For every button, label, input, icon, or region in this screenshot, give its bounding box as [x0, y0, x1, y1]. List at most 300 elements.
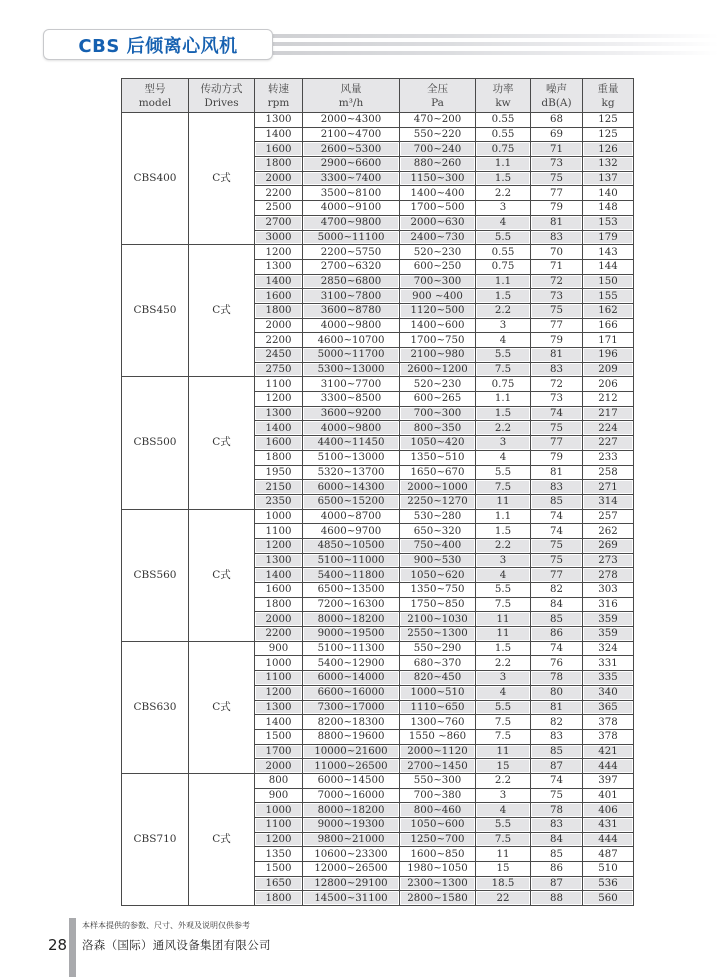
pressure-cell: 1550 ~860 — [400, 729, 476, 744]
rpm-cell: 1200 — [255, 245, 303, 260]
power-cell: 11 — [476, 744, 531, 759]
pressure-cell: 1120~500 — [400, 303, 476, 318]
power-cell: 11 — [476, 627, 531, 642]
noise-cell: 81 — [531, 348, 583, 363]
rpm-cell: 1300 — [255, 406, 303, 421]
weight-cell: 150 — [583, 274, 634, 289]
weight-cell: 209 — [583, 362, 634, 377]
power-cell: 2.2 — [476, 303, 531, 318]
pressure-cell: 1250~700 — [400, 832, 476, 847]
airflow-cell: 3300~7400 — [303, 171, 400, 186]
airflow-cell: 9000~19500 — [303, 627, 400, 642]
power-cell: 5.5 — [476, 583, 531, 598]
airflow-cell: 6500~13500 — [303, 583, 400, 598]
header-weight: 重量 kg — [583, 79, 634, 113]
rpm-cell: 1350 — [255, 847, 303, 862]
airflow-cell: 5100~13000 — [303, 450, 400, 465]
noise-cell: 75 — [531, 303, 583, 318]
noise-cell: 72 — [531, 377, 583, 392]
noise-cell: 75 — [531, 538, 583, 553]
weight-cell: 365 — [583, 700, 634, 715]
rpm-cell: 2000 — [255, 318, 303, 333]
weight-cell: 140 — [583, 186, 634, 201]
header-airflow: 风量 m³/h — [303, 79, 400, 113]
pressure-cell: 1650~670 — [400, 465, 476, 480]
decorative-stripe — [271, 34, 719, 38]
model-cell: CBS560 — [122, 509, 189, 641]
page-title-banner — [43, 29, 273, 60]
pressure-cell: 800~460 — [400, 803, 476, 818]
pressure-cell: 1050~620 — [400, 568, 476, 583]
airflow-cell: 2200~5750 — [303, 245, 400, 260]
power-cell: 3 — [476, 201, 531, 216]
rpm-cell: 1600 — [255, 436, 303, 451]
rpm-cell: 2000 — [255, 612, 303, 627]
airflow-cell: 2000~4300 — [303, 113, 400, 128]
rpm-cell: 2450 — [255, 348, 303, 363]
noise-cell: 82 — [531, 715, 583, 730]
power-cell: 5.5 — [476, 818, 531, 833]
noise-cell: 83 — [531, 230, 583, 245]
pressure-cell: 1600~850 — [400, 847, 476, 862]
airflow-cell: 2100~4700 — [303, 127, 400, 142]
power-cell: 1.1 — [476, 392, 531, 407]
rpm-cell: 1100 — [255, 377, 303, 392]
noise-cell: 76 — [531, 656, 583, 671]
airflow-cell: 10000~21600 — [303, 744, 400, 759]
airflow-cell: 3600~9200 — [303, 406, 400, 421]
pressure-cell: 600~265 — [400, 392, 476, 407]
power-cell: 7.5 — [476, 715, 531, 730]
pressure-cell: 700~380 — [400, 788, 476, 803]
weight-cell: 316 — [583, 597, 634, 612]
noise-cell: 77 — [531, 436, 583, 451]
table-row — [122, 641, 634, 656]
airflow-cell: 12000~26500 — [303, 862, 400, 877]
noise-cell: 71 — [531, 259, 583, 274]
pressure-cell: 550~300 — [400, 773, 476, 788]
rpm-cell: 900 — [255, 641, 303, 656]
airflow-cell: 5000~11100 — [303, 230, 400, 245]
pressure-cell: 650~320 — [400, 524, 476, 539]
noise-cell: 86 — [531, 627, 583, 642]
weight-cell: 271 — [583, 480, 634, 495]
weight-cell: 444 — [583, 832, 634, 847]
airflow-cell: 3600~8780 — [303, 303, 400, 318]
airflow-cell: 2850~6800 — [303, 274, 400, 289]
drive-cell: C式 — [189, 245, 255, 377]
rpm-cell: 1600 — [255, 289, 303, 304]
rpm-cell: 1700 — [255, 744, 303, 759]
airflow-cell: 5400~11800 — [303, 568, 400, 583]
header-model: 型号 model — [122, 79, 189, 113]
noise-cell: 73 — [531, 289, 583, 304]
noise-cell: 85 — [531, 612, 583, 627]
pressure-cell: 880~260 — [400, 157, 476, 172]
power-cell: 7.5 — [476, 362, 531, 377]
noise-cell: 86 — [531, 862, 583, 877]
power-cell: 7.5 — [476, 480, 531, 495]
rpm-cell: 1800 — [255, 597, 303, 612]
weight-cell: 166 — [583, 318, 634, 333]
airflow-cell: 2600~5300 — [303, 142, 400, 157]
pressure-cell: 1000~510 — [400, 685, 476, 700]
power-cell: 5.5 — [476, 700, 531, 715]
rpm-cell: 1800 — [255, 157, 303, 172]
weight-cell: 224 — [583, 421, 634, 436]
rpm-cell: 2750 — [255, 362, 303, 377]
weight-cell: 487 — [583, 847, 634, 862]
noise-cell: 73 — [531, 157, 583, 172]
power-cell: 1.1 — [476, 509, 531, 524]
power-cell: 4 — [476, 685, 531, 700]
noise-cell: 77 — [531, 186, 583, 201]
power-cell: 4 — [476, 450, 531, 465]
rpm-cell: 1600 — [255, 583, 303, 598]
pressure-cell: 600~250 — [400, 259, 476, 274]
airflow-cell: 8200~18300 — [303, 715, 400, 730]
pressure-cell: 1350~750 — [400, 583, 476, 598]
pressure-cell: 2400~730 — [400, 230, 476, 245]
airflow-cell: 7200~16300 — [303, 597, 400, 612]
airflow-cell: 6000~14300 — [303, 480, 400, 495]
decorative-stripe — [271, 51, 719, 55]
weight-cell: 560 — [583, 891, 634, 906]
airflow-cell: 14500~31100 — [303, 891, 400, 906]
airflow-cell: 5300~13000 — [303, 362, 400, 377]
weight-cell: 324 — [583, 641, 634, 656]
power-cell: 2.2 — [476, 186, 531, 201]
weight-cell: 143 — [583, 245, 634, 260]
pressure-cell: 1980~1050 — [400, 862, 476, 877]
power-cell: 0.75 — [476, 142, 531, 157]
noise-cell: 78 — [531, 671, 583, 686]
noise-cell: 83 — [531, 729, 583, 744]
weight-cell: 148 — [583, 201, 634, 216]
power-cell: 11 — [476, 612, 531, 627]
header-pressure: 全压 Pa — [400, 79, 476, 113]
model-cell: CBS450 — [122, 245, 189, 377]
pressure-cell: 1400~400 — [400, 186, 476, 201]
rpm-cell: 2200 — [255, 627, 303, 642]
noise-cell: 72 — [531, 274, 583, 289]
weight-cell: 278 — [583, 568, 634, 583]
noise-cell: 78 — [531, 803, 583, 818]
noise-cell: 87 — [531, 876, 583, 891]
airflow-cell: 6000~14000 — [303, 671, 400, 686]
pressure-cell: 2550~1300 — [400, 627, 476, 642]
pressure-cell: 800~350 — [400, 421, 476, 436]
noise-cell: 79 — [531, 201, 583, 216]
pressure-cell: 550~220 — [400, 127, 476, 142]
model-cell: CBS630 — [122, 641, 189, 773]
noise-cell: 69 — [531, 127, 583, 142]
airflow-cell: 4000~9800 — [303, 421, 400, 436]
rpm-cell: 1300 — [255, 553, 303, 568]
rpm-cell: 1300 — [255, 113, 303, 128]
weight-cell: 126 — [583, 142, 634, 157]
airflow-cell: 5400~12900 — [303, 656, 400, 671]
table-row — [122, 773, 634, 788]
drive-cell: C式 — [189, 113, 255, 245]
weight-cell: 536 — [583, 876, 634, 891]
weight-cell: 144 — [583, 259, 634, 274]
airflow-cell: 5100~11300 — [303, 641, 400, 656]
power-cell: 3 — [476, 788, 531, 803]
weight-cell: 406 — [583, 803, 634, 818]
header-rpm: 转速 rpm — [255, 79, 303, 113]
weight-cell: 335 — [583, 671, 634, 686]
rpm-cell: 2500 — [255, 201, 303, 216]
airflow-cell: 5100~11000 — [303, 553, 400, 568]
rpm-cell: 1500 — [255, 729, 303, 744]
airflow-cell: 4850~10500 — [303, 538, 400, 553]
footer-disclaimer: 本样本提供的参数、尺寸、外观及说明仅供参考 — [82, 921, 250, 930]
rpm-cell: 1400 — [255, 127, 303, 142]
power-cell: 1.1 — [476, 157, 531, 172]
airflow-cell: 5320~13700 — [303, 465, 400, 480]
pressure-cell: 2800~1580 — [400, 891, 476, 906]
noise-cell: 81 — [531, 700, 583, 715]
rpm-cell: 1800 — [255, 891, 303, 906]
rpm-cell: 1200 — [255, 392, 303, 407]
noise-cell: 87 — [531, 759, 583, 774]
airflow-cell: 4600~9700 — [303, 524, 400, 539]
power-cell: 2.2 — [476, 656, 531, 671]
rpm-cell: 1100 — [255, 818, 303, 833]
airflow-cell: 8000~18200 — [303, 612, 400, 627]
noise-cell: 85 — [531, 847, 583, 862]
pressure-cell: 2300~1300 — [400, 876, 476, 891]
noise-cell: 74 — [531, 773, 583, 788]
power-cell: 5.5 — [476, 465, 531, 480]
rpm-cell: 2000 — [255, 759, 303, 774]
airflow-cell: 3500~8100 — [303, 186, 400, 201]
pressure-cell: 2600~1200 — [400, 362, 476, 377]
pressure-cell: 2700~1450 — [400, 759, 476, 774]
footer-accent-bar — [69, 918, 76, 977]
noise-cell: 77 — [531, 568, 583, 583]
pressure-cell: 680~370 — [400, 656, 476, 671]
rpm-cell: 1200 — [255, 538, 303, 553]
weight-cell: 340 — [583, 685, 634, 700]
pressure-cell: 2000~1000 — [400, 480, 476, 495]
noise-cell: 77 — [531, 318, 583, 333]
power-cell: 1.5 — [476, 641, 531, 656]
pressure-cell: 2250~1270 — [400, 494, 476, 509]
pressure-cell: 1150~300 — [400, 171, 476, 186]
airflow-cell: 12800~29100 — [303, 876, 400, 891]
pressure-cell: 750~400 — [400, 538, 476, 553]
pressure-cell: 2000~1120 — [400, 744, 476, 759]
pressure-cell: 900~530 — [400, 553, 476, 568]
header-power: 功率 kw — [476, 79, 531, 113]
weight-cell: 206 — [583, 377, 634, 392]
noise-cell: 70 — [531, 245, 583, 260]
weight-cell: 233 — [583, 450, 634, 465]
power-cell: 7.5 — [476, 597, 531, 612]
fan-spec-table — [121, 78, 634, 906]
power-cell: 0.75 — [476, 377, 531, 392]
weight-cell: 125 — [583, 127, 634, 142]
pressure-cell: 1050~600 — [400, 818, 476, 833]
pressure-cell: 2100~1030 — [400, 612, 476, 627]
power-cell: 11 — [476, 494, 531, 509]
pressure-cell: 1750~850 — [400, 597, 476, 612]
power-cell: 2.2 — [476, 421, 531, 436]
power-cell: 1.5 — [476, 524, 531, 539]
pressure-cell: 520~230 — [400, 245, 476, 260]
weight-cell: 378 — [583, 715, 634, 730]
noise-cell: 74 — [531, 641, 583, 656]
pressure-cell: 1700~750 — [400, 333, 476, 348]
table-row — [122, 377, 634, 392]
noise-cell: 81 — [531, 215, 583, 230]
power-cell: 5.5 — [476, 348, 531, 363]
power-cell: 7.5 — [476, 832, 531, 847]
power-cell: 4 — [476, 803, 531, 818]
weight-cell: 179 — [583, 230, 634, 245]
airflow-cell: 9800~21000 — [303, 832, 400, 847]
airflow-cell: 4000~8700 — [303, 509, 400, 524]
pressure-cell: 700~240 — [400, 142, 476, 157]
table-row — [122, 509, 634, 524]
table-row — [122, 113, 634, 128]
rpm-cell: 1500 — [255, 862, 303, 877]
weight-cell: 401 — [583, 788, 634, 803]
page-title: CBS 后倾离心风机 — [78, 35, 238, 57]
page-number: 28 — [48, 936, 68, 954]
weight-cell: 217 — [583, 406, 634, 421]
table-header-row — [122, 79, 634, 113]
rpm-cell: 2700 — [255, 215, 303, 230]
power-cell: 1.5 — [476, 406, 531, 421]
rpm-cell: 1300 — [255, 700, 303, 715]
noise-cell: 80 — [531, 685, 583, 700]
airflow-cell: 8800~19600 — [303, 729, 400, 744]
rpm-cell: 2150 — [255, 480, 303, 495]
rpm-cell: 900 — [255, 788, 303, 803]
airflow-cell: 7000~16000 — [303, 788, 400, 803]
airflow-cell: 8000~18200 — [303, 803, 400, 818]
airflow-cell: 11000~26500 — [303, 759, 400, 774]
pressure-cell: 530~280 — [400, 509, 476, 524]
weight-cell: 431 — [583, 818, 634, 833]
weight-cell: 359 — [583, 627, 634, 642]
pressure-cell: 470~200 — [400, 113, 476, 128]
airflow-cell: 7300~17000 — [303, 700, 400, 715]
airflow-cell: 3300~8500 — [303, 392, 400, 407]
noise-cell: 75 — [531, 553, 583, 568]
power-cell: 2.2 — [476, 773, 531, 788]
airflow-cell: 3100~7700 — [303, 377, 400, 392]
pressure-cell: 1700~500 — [400, 201, 476, 216]
pressure-cell: 1300~760 — [400, 715, 476, 730]
noise-cell: 85 — [531, 494, 583, 509]
noise-cell: 75 — [531, 788, 583, 803]
header-drives: 传动方式 Drives — [189, 79, 255, 113]
drive-cell: C式 — [189, 773, 255, 905]
rpm-cell: 1000 — [255, 803, 303, 818]
airflow-cell: 3100~7800 — [303, 289, 400, 304]
pressure-cell: 2100~980 — [400, 348, 476, 363]
power-cell: 0.55 — [476, 127, 531, 142]
noise-cell: 74 — [531, 406, 583, 421]
noise-cell: 75 — [531, 421, 583, 436]
rpm-cell: 1100 — [255, 524, 303, 539]
rpm-cell: 2000 — [255, 171, 303, 186]
noise-cell: 85 — [531, 744, 583, 759]
pressure-cell: 1050~420 — [400, 436, 476, 451]
rpm-cell: 1400 — [255, 568, 303, 583]
noise-cell: 83 — [531, 818, 583, 833]
weight-cell: 132 — [583, 157, 634, 172]
noise-cell: 84 — [531, 832, 583, 847]
weight-cell: 153 — [583, 215, 634, 230]
pressure-cell: 2000~630 — [400, 215, 476, 230]
noise-cell: 88 — [531, 891, 583, 906]
weight-cell: 273 — [583, 553, 634, 568]
weight-cell: 421 — [583, 744, 634, 759]
weight-cell: 262 — [583, 524, 634, 539]
airflow-cell: 10600~23300 — [303, 847, 400, 862]
power-cell: 1.1 — [476, 274, 531, 289]
header-noise: 噪声 dB(A) — [531, 79, 583, 113]
noise-cell: 73 — [531, 392, 583, 407]
model-cell: CBS500 — [122, 377, 189, 509]
airflow-cell: 6600~16000 — [303, 685, 400, 700]
weight-cell: 510 — [583, 862, 634, 877]
power-cell: 1.5 — [476, 171, 531, 186]
power-cell: 4 — [476, 333, 531, 348]
airflow-cell: 4000~9100 — [303, 201, 400, 216]
rpm-cell: 1950 — [255, 465, 303, 480]
noise-cell: 71 — [531, 142, 583, 157]
pressure-cell: 700~300 — [400, 274, 476, 289]
power-cell: 1.5 — [476, 289, 531, 304]
rpm-cell: 800 — [255, 773, 303, 788]
drive-cell: C式 — [189, 377, 255, 509]
weight-cell: 196 — [583, 348, 634, 363]
airflow-cell: 4400~11450 — [303, 436, 400, 451]
pressure-cell: 820~450 — [400, 671, 476, 686]
power-cell: 3 — [476, 553, 531, 568]
power-cell: 2.2 — [476, 538, 531, 553]
weight-cell: 331 — [583, 656, 634, 671]
rpm-cell: 1000 — [255, 509, 303, 524]
airflow-cell: 5000~11700 — [303, 348, 400, 363]
weight-cell: 269 — [583, 538, 634, 553]
power-cell: 11 — [476, 847, 531, 862]
rpm-cell: 1000 — [255, 656, 303, 671]
airflow-cell: 2700~6320 — [303, 259, 400, 274]
power-cell: 5.5 — [476, 230, 531, 245]
rpm-cell: 1650 — [255, 876, 303, 891]
airflow-cell: 4000~9800 — [303, 318, 400, 333]
weight-cell: 397 — [583, 773, 634, 788]
weight-cell: 444 — [583, 759, 634, 774]
weight-cell: 171 — [583, 333, 634, 348]
weight-cell: 359 — [583, 612, 634, 627]
table-row — [122, 245, 634, 260]
pressure-cell: 700~300 — [400, 406, 476, 421]
pressure-cell: 520~230 — [400, 377, 476, 392]
power-cell: 3 — [476, 436, 531, 451]
power-cell: 3 — [476, 318, 531, 333]
airflow-cell: 9000~19300 — [303, 818, 400, 833]
drive-cell: C式 — [189, 641, 255, 773]
rpm-cell: 1400 — [255, 421, 303, 436]
